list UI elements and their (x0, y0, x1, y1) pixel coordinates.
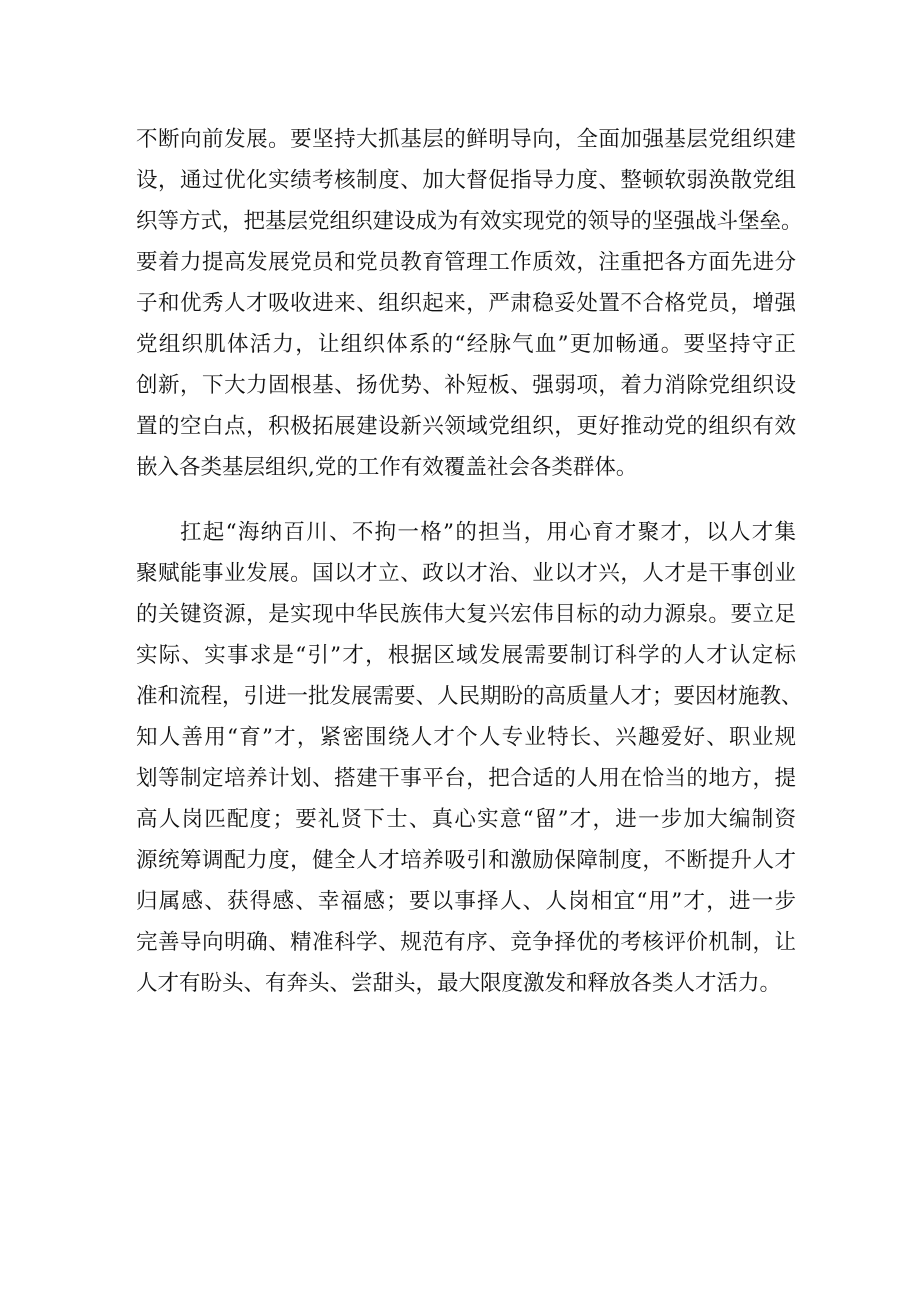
text-line: 扛起“海纳百川、不拘一格”的担当，用心育才聚才，以人才集 (180, 520, 796, 545)
text-line: 嵌入各类基层组织,党的工作有效覆盖社会各类群体。 (136, 455, 638, 480)
text-line: 置的空白点，积极拓展建设新兴领域党组织，更好推动党的组织有效 (136, 414, 796, 439)
text-line: 准和流程，引进一批发展需要、人民期盼的高质量人才；要因材施教、 (136, 684, 803, 709)
text-line: 织等方式，把基层党组织建设成为有效实现党的领导的坚强战斗堡垒。 (136, 209, 803, 234)
text-line: 的关键资源，是实现中华民族伟大复兴宏伟目标的动力源泉。要立足 (136, 602, 796, 627)
text-line: 高人岗匹配度；要礼贤下士、真心实意“留”才，进一步加大编制资 (136, 807, 796, 832)
text-line: 党组织肌体活力，让组织体系的“经脉气血”更加畅通。要坚持守正 (136, 332, 796, 357)
text-line: 创新，下大力固根基、扬优势、补短板、强弱项，着力消除党组织设 (136, 373, 796, 398)
text-line: 聚赋能事业发展。国以才立、政以才治、业以才兴，人才是干事创业 (136, 561, 796, 586)
text-line: 要着力提高发展党员和党员教育管理工作质效，注重把各方面先进分 (136, 250, 796, 275)
text-line: 实际、实事求是“引”才，根据区域发展需要制订科学的人才认定标 (136, 643, 796, 668)
text-line: 归属感、获得感、幸福感；要以事择人、人岗相宜“用”才，进一步 (136, 889, 796, 914)
text-line: 设，通过优化实绩考核制度、加大督促指导力度、整顿软弱涣散党组 (136, 168, 796, 193)
text-line: 划等制定培养计划、搭建干事平台，把合适的人用在恰当的地方，提 (136, 766, 796, 791)
text-line: 子和优秀人才吸收进来、组织起来，严肃稳妥处置不合格党员，增强 (136, 291, 796, 316)
paragraph-party-organization (136, 119, 803, 488)
text-line: 源统筹调配力度，健全人才培养吸引和激励保障制度，不断提升人才 (136, 848, 796, 873)
text-line: 人才有盼头、有奔头、尝甜头，最大限度激发和释放各类人才活力。 (136, 971, 782, 996)
text-line: 知人善用“育”才，紧密围绕人才个人专业特长、兴趣爱好、职业规 (136, 725, 796, 750)
text-line: 不断向前发展。要坚持大抓基层的鲜明导向，全面加强基层党组织建 (136, 127, 796, 152)
paragraph-talent (136, 512, 803, 1004)
text-line: 完善导向明确、精准科学、规范有序、竞争择优的考核评价机制，让 (136, 930, 796, 955)
